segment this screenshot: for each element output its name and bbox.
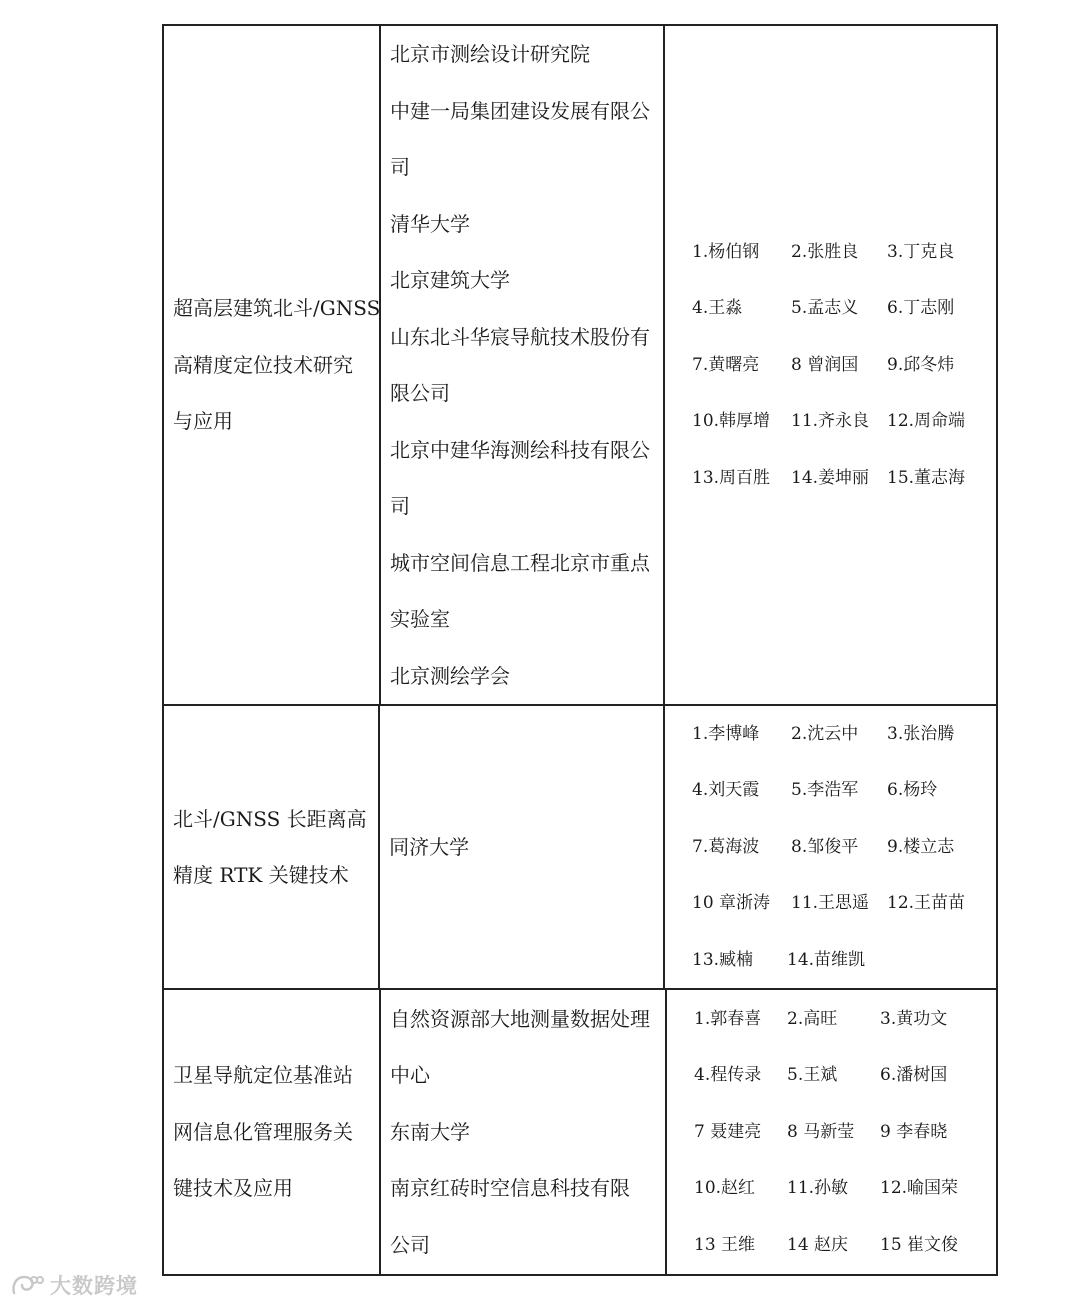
person-name: 9.邱冬炜: [887, 354, 955, 375]
person-name: 2.高旺: [787, 1008, 838, 1029]
organization-line: 山东北斗华宸导航技术股份有: [390, 324, 650, 349]
person-name: 3.张治腾: [887, 723, 955, 744]
people-row: [692, 706, 986, 763]
organization-line: 同济大学: [389, 834, 470, 859]
person-name: 2.沈云中: [791, 723, 859, 744]
person-name: 3.丁克良: [887, 241, 955, 262]
project-name-cell: [164, 26, 381, 704]
person-name: 11.齐永良: [791, 411, 870, 432]
person-name: 1.李博峰: [692, 723, 760, 744]
person-name: 4.程传录: [694, 1065, 762, 1086]
organization-line: 北京建筑大学: [390, 268, 510, 292]
person-name: 10.赵红: [694, 1178, 756, 1199]
project-name-line: 北斗/GNSS 长距离高: [173, 806, 367, 831]
people-row: [692, 762, 986, 819]
person-name: 4.刘天霞: [692, 780, 760, 801]
table-row: [164, 990, 996, 1274]
project-name-line: 高精度定位技术研究: [173, 352, 353, 377]
organization-line: 北京测绘学会: [390, 663, 510, 688]
organizations-cell: [381, 990, 667, 1274]
people-row: [692, 393, 986, 450]
organization-line: 中心: [390, 1063, 430, 1088]
person-name: 13 王维: [694, 1234, 756, 1255]
people-row: [692, 224, 986, 281]
organization-line: 中建一局集团建设发展有限公: [390, 98, 650, 123]
person-name: 6.丁志刚: [887, 298, 955, 319]
organizations-cell: [380, 706, 665, 988]
organization-line: 实验室: [390, 607, 450, 631]
people-row: [694, 1217, 986, 1274]
person-name: 13.臧楠: [692, 949, 754, 970]
person-name: 6.杨玲: [887, 780, 938, 801]
project-name-line: 网信息化管理服务关: [173, 1119, 353, 1144]
project-name-line: 卫星导航定位基准站: [173, 1063, 353, 1088]
person-name: 7.黄曙亮: [692, 354, 760, 375]
person-name: 12.喻国荣: [880, 1178, 959, 1199]
person-name: 2.张胜良: [791, 241, 859, 262]
people-row: [694, 1160, 986, 1217]
person-name: 5.孟志义: [791, 298, 859, 319]
organization-line: 清华大学: [390, 211, 470, 236]
people-cell: [665, 706, 996, 988]
project-name-line: 键技术及应用: [173, 1176, 293, 1201]
organization-line: 司: [390, 155, 410, 179]
project-name-cell: [164, 990, 381, 1274]
organization-line: 城市空间信息工程北京市重点: [390, 550, 650, 575]
person-name: 1.郭春喜: [694, 1008, 762, 1029]
person-name: 8 马新莹: [787, 1121, 855, 1142]
person-name: 14.姜坤丽: [791, 467, 870, 488]
person-name: 11.王思遥: [791, 893, 870, 914]
person-name: 5.李浩军: [791, 780, 859, 801]
people-row: [694, 991, 986, 1048]
person-name: 15.董志海: [887, 467, 966, 488]
people-cell: [667, 990, 996, 1274]
person-name: 8.邹俊平: [791, 836, 859, 857]
people-row: [692, 875, 986, 932]
person-name: 11.孙敏: [787, 1178, 849, 1199]
person-name: 1.杨伯钢: [692, 241, 760, 262]
person-name: 9 李春晓: [880, 1121, 948, 1142]
person-name: 3.黄功文: [880, 1008, 948, 1029]
organization-line: 司: [390, 494, 410, 518]
person-name: 4.王淼: [692, 298, 743, 319]
organization-line: 东南大学: [390, 1119, 470, 1144]
project-name-cell: [164, 706, 380, 988]
people-row: [692, 819, 986, 876]
person-name: 14.苗维凯: [787, 949, 866, 970]
people-row: [692, 932, 986, 989]
person-name: 15 崔文俊: [880, 1234, 959, 1255]
award-table: [162, 24, 998, 1276]
organization-line: 限公司: [390, 381, 450, 405]
people-row: [692, 450, 986, 507]
person-name: 10 章浙涛: [692, 893, 771, 914]
person-name: 8 曾润国: [791, 354, 859, 375]
person-name: 12.周命端: [887, 411, 966, 432]
table-row: [164, 26, 996, 706]
organization-line: 北京市测绘设计研究院: [390, 42, 590, 66]
project-name-line: 精度 RTK 关键技术: [173, 863, 349, 887]
person-name: 13.周百胜: [692, 467, 771, 488]
organization-line: 公司: [390, 1232, 430, 1257]
logo-icon: [10, 1273, 44, 1297]
watermark: [10, 1270, 138, 1300]
organization-line: 南京红砖时空信息科技有限: [390, 1176, 630, 1201]
people-row: [692, 337, 986, 394]
person-name: 7 聂建亮: [694, 1121, 762, 1142]
organization-line: 自然资源部大地测量数据处理: [390, 1006, 650, 1031]
person-name: 10.韩厚增: [692, 411, 771, 432]
table-row: [164, 706, 996, 990]
project-name-line: 超高层建筑北斗/GNSS: [173, 296, 381, 321]
person-name: 6.潘树国: [880, 1065, 948, 1086]
person-name: 9.楼立志: [887, 836, 955, 857]
person-name: 5.王斌: [787, 1065, 838, 1086]
project-name-line: 与应用: [173, 409, 233, 434]
person-name: 12.王苗苗: [887, 893, 966, 914]
person-name: 14 赵庆: [787, 1234, 849, 1255]
people-row: [694, 1104, 986, 1161]
organizations-cell: [381, 26, 665, 704]
watermark-text: 大数跨境: [50, 1274, 138, 1298]
organization-line: 北京中建华海测绘科技有限公: [390, 437, 650, 462]
person-name: 7.葛海波: [692, 836, 760, 857]
people-row: [694, 1047, 986, 1104]
people-cell: [665, 26, 996, 704]
people-row: [692, 280, 986, 337]
